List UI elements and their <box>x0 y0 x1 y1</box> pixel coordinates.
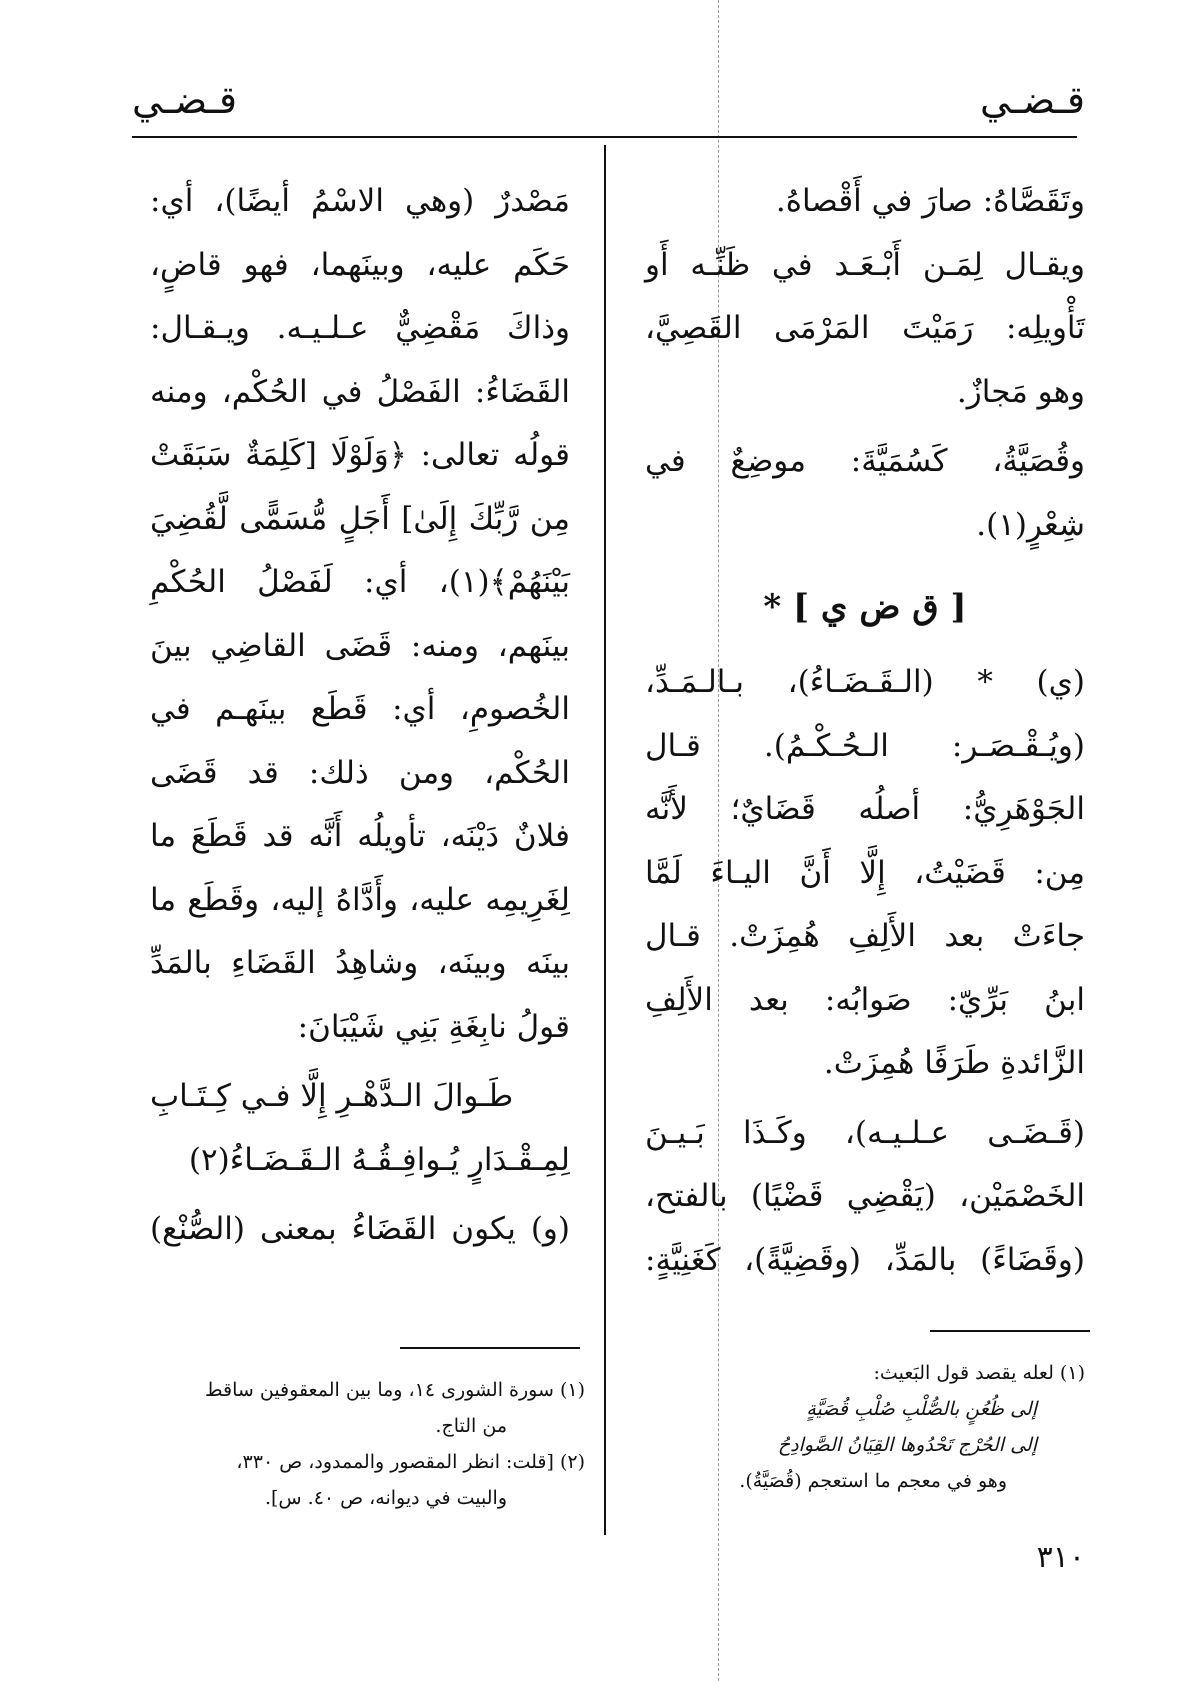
text-line: شِعْرٍ(١). <box>976 506 1085 543</box>
verse-line: لِمِـقْـدَارٍ يُـوافِـقُـهُ الـقَـضَـاءُ(٢) <box>188 1141 570 1178</box>
text-line: وقُصَيَّةُ، كَسُمَيَّةَ: موضِعٌ في <box>645 443 1085 479</box>
text-line: بينَه وبينَه، وشاهِدُ القَضَاءِ بالمَدِّ <box>150 945 570 981</box>
footnote-line: (٢) [قلت: انظر المقصور والممدود، ص ٣٣٠، <box>236 1451 585 1473</box>
footnote-rule-left <box>400 1347 580 1349</box>
page-number: ٣١٠ <box>1036 1540 1085 1575</box>
running-header-right: قـضـي <box>979 78 1085 122</box>
text-line: قولُ نابِغَةِ بَنِي شَيْبَانَ: <box>297 1008 570 1045</box>
text-line: قولُه تعالى: ﴿وَلَوْلَا [كَلِمَةٌ سَبَقَتْ <box>150 437 570 473</box>
text-line: جاءَتْ بعد الأَلِفِ هُمِزَتْ. قـال <box>645 918 1085 954</box>
footnotes-left <box>150 1372 585 1516</box>
right-column <box>645 170 1085 1292</box>
text-line: تَأْويلِه: رَمَيْتَ المَرْمَى القَصِيَّ، <box>645 310 1085 346</box>
running-header-left: قـضـي <box>132 78 238 122</box>
column-divider <box>604 145 606 1535</box>
footnotes-right <box>645 1355 1085 1499</box>
text-line: لِغَرِيمِه عليه، وأَدَّاهُ إليه، وقَطَع ما <box>150 881 570 918</box>
text-line: مِن: قَضَيْتُ، إِلَّا أَنَّ اليـاءَ لَمَّا <box>645 854 1085 891</box>
text-line: بينَهم، ومنه: قَضَى القاضِي بينَ <box>150 627 570 664</box>
text-line: (وقَضَاءً) بالمَدِّ، (وقَضِيَّةً)، كَغَنِيَّةٍ: <box>645 1241 1085 1278</box>
footnote-verse-line: إلى ظُعُنٍ بالصُّلْبِ صُلْبِ قُصَيَّةٍ <box>806 1398 1037 1420</box>
text-line: (قَـضَـى عـلـيـه)، وكَـذَا بَـيـنَ <box>645 1114 1085 1151</box>
text-line: ويقـال لِمَـن أَبْـعَـد في ظَنِّـه أَو <box>645 246 1085 283</box>
text-line: ابنُ بَرِّيّ: صَوابُه: بعد الأَلِفِ <box>645 981 1085 1018</box>
text-line: (ويُـقْـصَـر: الـحُـكْـمُ). قـال <box>645 727 1085 764</box>
footnote-rule-right <box>930 1330 1090 1332</box>
text-line: الجَوْهَرِيُّ: أصلُه قَضَايٌ؛ لأَنَّه <box>645 791 1085 827</box>
header-rule <box>132 136 1077 138</box>
text-line: القَضَاءُ: الفَصْلُ في الحُكْم، ومنه <box>150 373 570 410</box>
text-line: وهو مَجازٌ. <box>956 373 1085 410</box>
text-line: بَيْنَهُمْ﴾(١)، أي: لَفَصْلُ الحُكْمِ <box>150 564 570 600</box>
text-line: (ي) * (الـقَـضَـاءُ)، بـالـمَـدِّ، <box>645 664 1085 700</box>
text-line: مِن رَّبِّكَ إِلَىٰ] أَجَلٍ مُّسَمًّى لَّقُضِيَ <box>150 500 570 537</box>
text-line: الحُكْم، ومن ذلك: قد قَضَى <box>150 754 570 791</box>
footnote-line: (١) سورة الشورى ١٤، وما بين المعقوفين ساقط <box>204 1379 585 1401</box>
text-line: فلانٌ دَيْنَه، تأويلُه أَنَّه قد قَطَعَ ما <box>150 818 570 854</box>
footnote-verse-line: إلى الحُرْج تَحْدُوها القِيَانُ الصَّوادِحُ <box>777 1434 1037 1456</box>
footnote-line: والبيت في ديوانه، ص ٤٠. س]. <box>264 1487 507 1509</box>
verse-line: طَـوالَ الـدَّهْـرِ إِلَّا فـي كِـتَـابِ <box>150 1078 514 1114</box>
text-line: مَصْدرٌ (وهي الاسْمُ أيضًا)، أي: <box>150 183 570 219</box>
text-line: الزَّائدةِ طَرَفًا هُمِزَتْ. <box>823 1045 1085 1081</box>
text-line: وذاكَ مَقْضِيٌّ عـلـيـه. ويـقـال: <box>150 310 570 346</box>
text-line: الخَصْمَيْن، (يَقْضِي قَضْيًا) بالفتح، <box>645 1178 1085 1214</box>
text-line: (و) يكون القَضَاءُ بمعنى (الصُّنْع) <box>150 1211 570 1247</box>
entry-heading: [ ق ض ي ] * <box>763 587 967 627</box>
footnote-line: وهو في معجم ما استعجم (قُصَيَّةُ). <box>739 1470 1007 1492</box>
footnote-line: (١) لعله يقصد قول البَعيث: <box>873 1362 1085 1384</box>
footnote-line: من التاج. <box>435 1415 507 1437</box>
text-line: الخُصومِ، أي: قَطَع بينَهـم في <box>150 691 570 727</box>
text-line: حَكَم عليه، وبينَهما، فهو قاضٍ، <box>150 246 570 283</box>
text-line: وتَقَصَّاهُ: صارَ في أَقْصاهُ. <box>775 183 1085 219</box>
left-column <box>150 170 570 1262</box>
